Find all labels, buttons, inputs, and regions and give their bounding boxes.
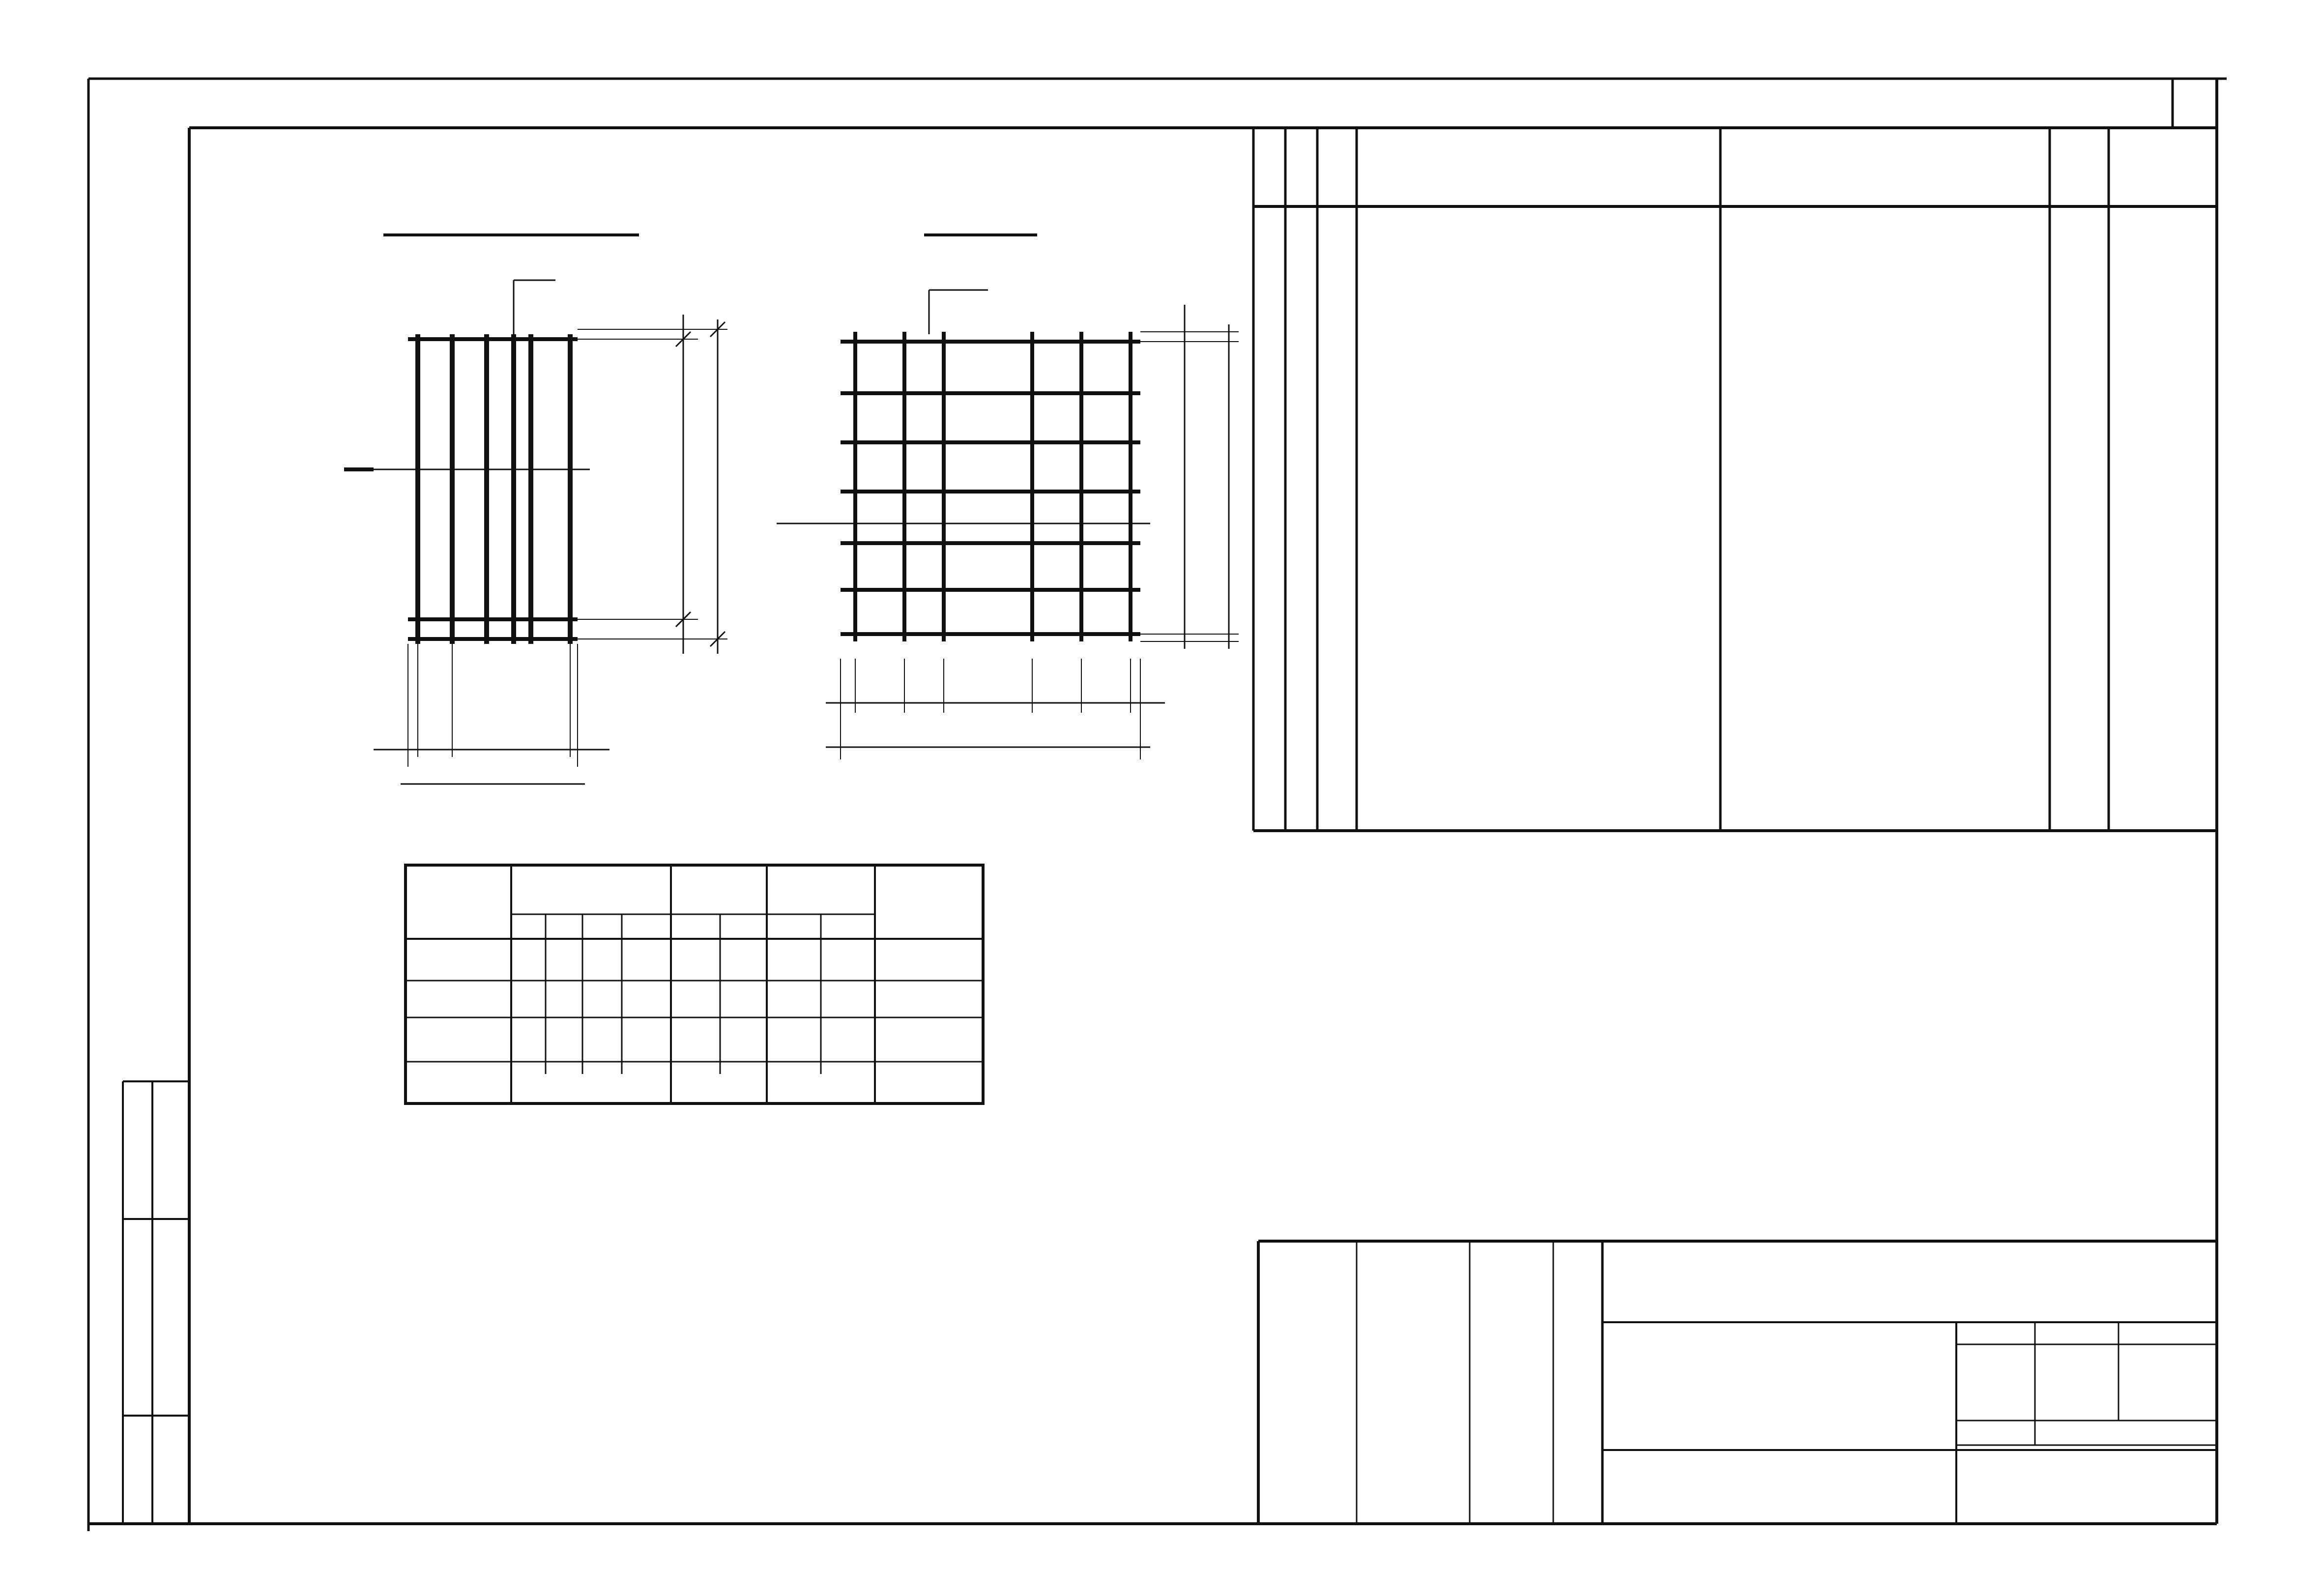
title-block bbox=[1258, 1241, 2217, 1524]
mesh-c3-c5-drawing bbox=[344, 235, 727, 784]
sheet-frame bbox=[88, 79, 2227, 1531]
side-stamp bbox=[123, 1081, 189, 1524]
mesh-mark-table bbox=[0, 0, 983, 1103]
specification-table bbox=[0, 0, 2217, 831]
mesh-c31-drawing bbox=[777, 235, 1239, 759]
